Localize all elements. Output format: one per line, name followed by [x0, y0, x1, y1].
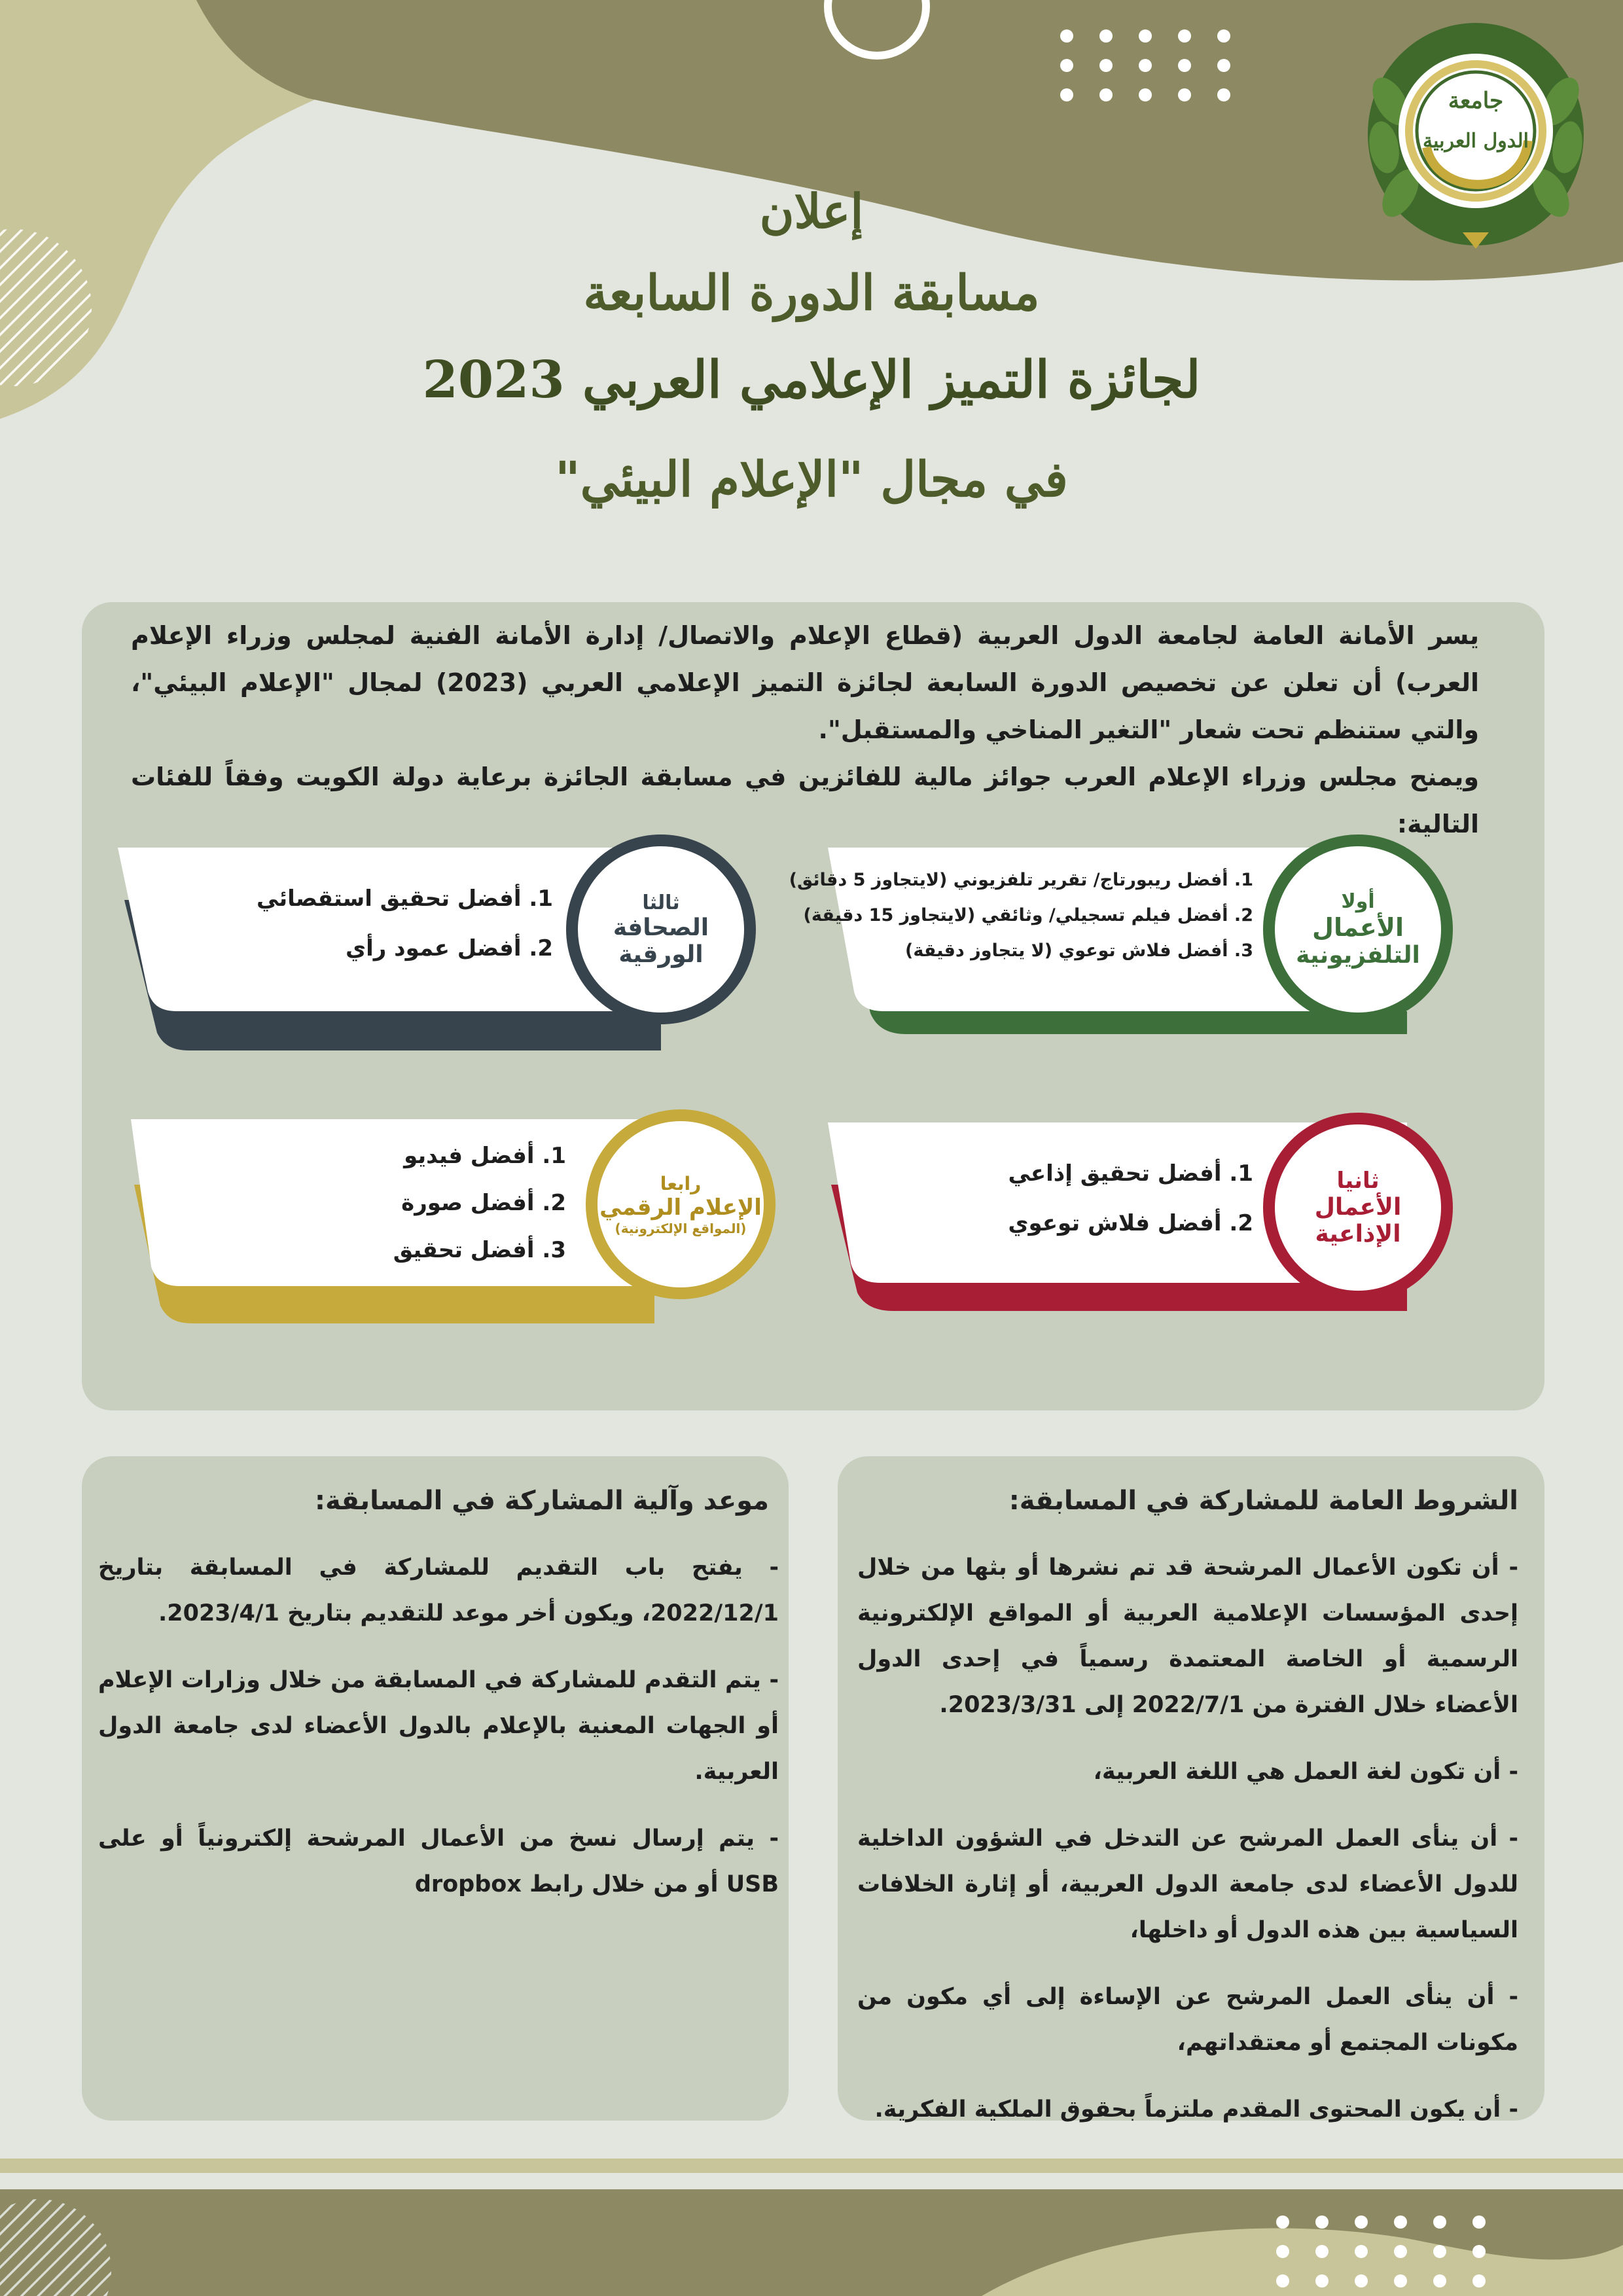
badge-tv	[1263, 834, 1453, 1024]
mechanism-item: - يتم إرسال نسخ من الأعمال المرشحة إلكترونياً أو على USB أو من خلال رابط dropbox	[98, 1825, 779, 1897]
condition-item: - أن تكون الأعمال المرشحة قد تم نشرها أو بثها من خلال إحدى المؤسسات الإعلامية العربية أو المواقع الإلكترونية الرسمية أو الخاصة المعتمدة رسمياً في إحدى الدول الأعضاء خلال الفترة من 2022/7/1 إلى 2023/3/31.	[857, 1554, 1518, 1718]
badge-press	[566, 834, 756, 1024]
badge-digital-line2: الإعلام الرقمي	[599, 1194, 762, 1221]
mechanism-title: موعد وآلية المشاركة في المسابقة:	[315, 1486, 769, 1516]
condition-item: - أن ينأى العمل المرشح عن التدخل في الشؤون الداخلية للدول الأعضاء لدى جامعة الدول العربية، أو إثارة الخلافات السياسية بين هذه الدول أو داخلها،	[857, 1825, 1518, 1943]
badge-digital	[586, 1109, 776, 1299]
card-digital-items	[393, 1132, 566, 1274]
badge-tv-order: أولا	[1341, 890, 1375, 913]
intro-paragraph-1: يسر الأمانة العامة لجامعة الدول العربية (قطاع الإعلام والاتصال/ إدارة الأمانة الفنية لمجلس وزراء الإعلام العرب) أن تعلن عن تخصيص الدورة السابعة لجائزة التميز الإعلامي العربي (2023) لمجال "الإعلام البيئي"، والتي ستنظم تحت شعار "التغير المناخي والمستقبل".	[131, 621, 1479, 744]
announcement-title: إعلان	[759, 183, 864, 239]
card-tv-items	[789, 863, 1253, 969]
press-item-2: 2. أفضل عمود رأي	[345, 935, 553, 961]
condition-item: - أن ينأى العمل المرشح عن الإساءة إلى أي مكون من مكونات المجتمع أو معتقداتهم،	[857, 1984, 1518, 2056]
conditions-list	[857, 1545, 1518, 2153]
badge-digital-line3: (المواقع الإلكترونية)	[615, 1220, 747, 1236]
tv-item-3: 3. أفضل فلاش توعوي (لا يتجاوز دقيقة)	[905, 941, 1253, 961]
logo-text-bottom: الدول العربية	[1423, 130, 1529, 152]
badge-radio	[1263, 1113, 1453, 1302]
conditions-title: الشروط العامة للمشاركة في المسابقة:	[1008, 1486, 1518, 1516]
condition-item: - أن يكون المحتوى المقدم ملتزماً بحقوق الملكية الفكرية.	[874, 2096, 1518, 2123]
digital-item-3: 3. أفضل تحقيق	[393, 1237, 566, 1263]
badge-tv-line3: التلفزيونية	[1296, 942, 1420, 969]
tv-item-1: 1. أفضل ريبورتاج/ تقرير تلفزيوني (لايتجاوز 5 دقائق)	[789, 870, 1253, 890]
badge-radio-line2: الأعمال	[1314, 1194, 1402, 1221]
mechanism-list	[98, 1545, 779, 1928]
tv-item-2: 2. أفضل فيلم تسجيلي/ وثائقي (لايتجاوز 15 دقيقة)	[803, 905, 1253, 925]
radio-item-1: 1. أفضل تحقيق إذاعي	[1008, 1160, 1253, 1187]
badge-radio-line3: الإذاعية	[1315, 1221, 1401, 1247]
intro-paragraph-2: ويمنح مجلس وزراء الإعلام العرب جوائز مالية للفائزين في مسابقة الجائزة برعاية دولة الكويت وفقاً للفئات التالية:	[131, 762, 1479, 838]
badge-press-line2: الصحافة	[613, 914, 709, 941]
competition-title: مسابقة الدورة السابعة	[583, 265, 1040, 321]
award-title: لجائزة التميز الإعلامي العربي 2023	[422, 350, 1201, 410]
mechanism-item: - يتم التقدم للمشاركة في المسابقة من خلال وزارات الإعلام أو الجهات المعنية بالإعلام بالدول الأعضاء لدى جامعة الدول العربية.	[98, 1667, 779, 1785]
field-title: في مجال "الإعلام البيئي"	[555, 452, 1068, 508]
digital-item-1: 1. أفضل فيديو	[404, 1143, 566, 1169]
badge-digital-order: رابعا	[660, 1172, 702, 1194]
card-press-items	[257, 874, 553, 973]
badge-press-line3: الورقية	[618, 941, 704, 968]
logo-text-top: جامعة	[1448, 88, 1504, 114]
badge-tv-line2: الأعمال	[1312, 913, 1404, 942]
card-radio-items	[1008, 1149, 1253, 1248]
digital-item-2: 2. أفضل صورة	[401, 1190, 566, 1216]
condition-item: - أن تكون لغة العمل هي اللغة العربية،	[1093, 1759, 1518, 1785]
mechanism-item: - يفتح باب التقديم للمشاركة في المسابقة بتاريخ 2022/12/1، ويكون أخر موعد للتقديم بتاريخ 2023/4/1.	[98, 1554, 779, 1626]
press-item-1: 1. أفضل تحقيق استقصائي	[256, 886, 553, 912]
badge-press-order: ثالثا	[642, 891, 680, 914]
radio-item-2: 2. أفضل فلاش توعوي	[1008, 1210, 1253, 1236]
badge-radio-order: ثانيا	[1336, 1168, 1380, 1194]
